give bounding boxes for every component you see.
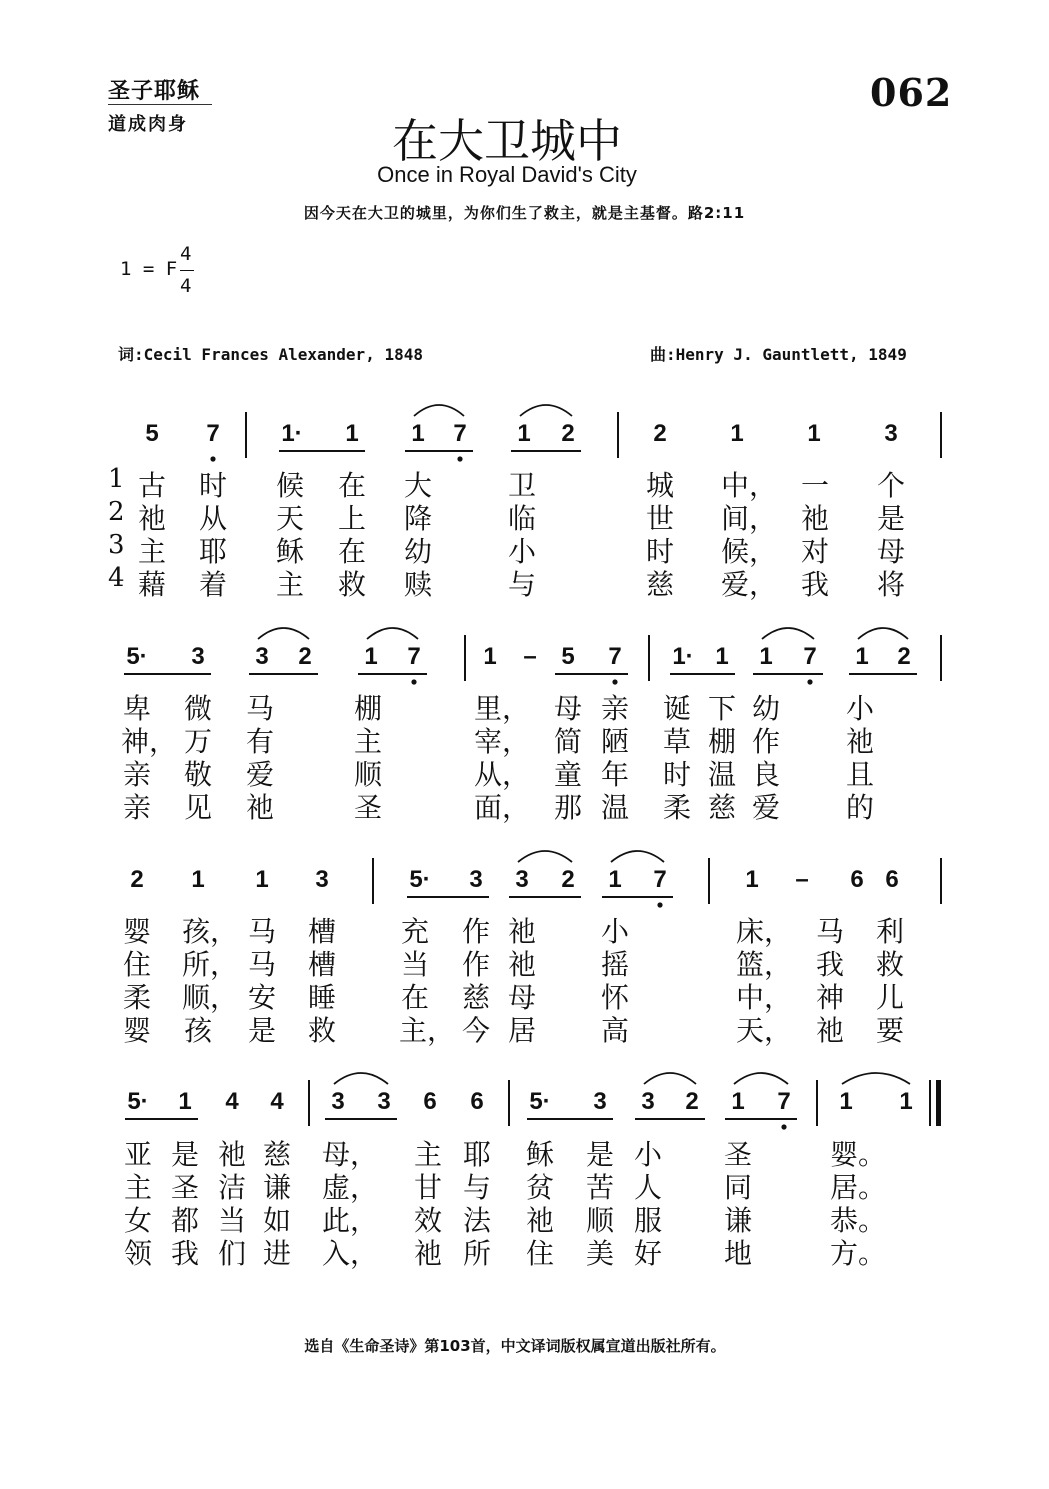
lyric-syllable: 从 — [198, 502, 228, 535]
lyric-syllable: 小 — [507, 535, 537, 568]
lyric-syllable: 摇 — [600, 948, 630, 981]
lyric-syllable: 槽 — [307, 915, 337, 948]
lyric-syllable: 孩， — [182, 915, 239, 948]
lyric-syllable: 祂 — [800, 502, 830, 535]
lyric-syllable: 主 — [353, 725, 383, 758]
lyric-syllable: 婴 — [122, 915, 152, 948]
lyric-syllable: 爱 — [245, 758, 275, 791]
lyric-syllable: 在 — [337, 469, 367, 502]
lyric-syllable: 作 — [461, 915, 491, 948]
lyric-syllable: 那 — [553, 791, 583, 824]
slur — [842, 1073, 910, 1084]
lyric-syllable: 候 — [275, 469, 305, 502]
lyric-syllable: 要 — [875, 1014, 905, 1047]
lyric-syllable: 候， — [721, 535, 778, 568]
lyric-syllable: 温 — [707, 758, 737, 791]
note: 4 — [270, 1088, 284, 1115]
lyric-syllable: 时 — [198, 469, 228, 502]
composer-credit: 曲:Henry J. Gauntlett, 1849 — [650, 345, 907, 364]
note: 6 — [850, 866, 864, 893]
note: 1 — [483, 643, 497, 670]
english-title: Once in Royal David's City — [377, 162, 637, 187]
lyric-syllable: 小 — [633, 1138, 663, 1171]
lyric-syllable: 耶 — [462, 1138, 492, 1171]
lyricist-credit: 词:Cecil Frances Alexander, 1848 — [118, 345, 423, 364]
lyric-syllable: 祂 — [845, 725, 875, 758]
lyric-syllable: 祂 — [507, 948, 537, 981]
lyric-syllable: 临 — [507, 502, 537, 535]
lyric-syllable: 床， — [736, 915, 793, 948]
lyric-syllable: 此， — [322, 1204, 379, 1237]
note: 2 — [685, 1088, 699, 1115]
lyric-syllable: 圣 — [353, 791, 383, 824]
note: 7 — [608, 643, 622, 670]
page-title: 在大卫城中 — [392, 114, 622, 168]
note: 7 — [653, 866, 667, 893]
lyric-syllable: 居 — [507, 1014, 537, 1047]
lyric-syllable: 万 — [183, 725, 213, 758]
note: 3 — [593, 1088, 607, 1115]
lyric-syllable: 大 — [403, 469, 433, 502]
lyric-syllable: 柔 — [122, 981, 152, 1014]
lyric-syllable: 亲 — [122, 791, 152, 824]
lyric-syllable: 小 — [600, 915, 630, 948]
lyric-syllable: 住 — [122, 948, 152, 981]
lyric-syllable: 婴。 — [830, 1138, 887, 1171]
lyric-syllable: 居。 — [830, 1171, 887, 1204]
note: 3 — [884, 420, 898, 447]
note: 1· — [672, 643, 694, 670]
lyric-syllable: 顺 — [353, 758, 383, 791]
lyric-syllable: 是 — [170, 1138, 200, 1171]
lyric-syllable: 住 — [525, 1237, 555, 1270]
lyric-syllable: 主 — [137, 535, 167, 568]
lyric-syllable: 虚， — [322, 1171, 379, 1204]
note: 1 — [759, 643, 773, 670]
note: 2 — [897, 643, 911, 670]
lyric-syllable: 主 — [275, 568, 305, 601]
note: 1 — [364, 643, 378, 670]
lyric-syllable: 的 — [845, 791, 875, 824]
lyric-syllable: 良 — [751, 758, 781, 791]
note: 1 — [191, 866, 205, 893]
lyric-syllable: 进 — [262, 1237, 292, 1270]
lyric-syllable: 所， — [182, 948, 239, 981]
note: 6 — [885, 866, 899, 893]
note: 7 — [407, 643, 421, 670]
lyric-syllable: 城 — [645, 469, 675, 502]
lyric-syllable: 洁 — [217, 1171, 247, 1204]
note: 6 — [470, 1088, 484, 1115]
lyric-syllable: 母 — [553, 692, 583, 725]
lyric-syllable: 幼 — [403, 535, 433, 568]
lyric-syllable: 领 — [123, 1237, 153, 1270]
lyric-syllable: 们 — [217, 1237, 247, 1270]
lyric-syllable: 天 — [275, 502, 305, 535]
note: 7 — [206, 420, 220, 447]
lyric-syllable: 时 — [645, 535, 675, 568]
lyric-syllable: 服 — [633, 1204, 663, 1237]
lyric-syllable: 宰， — [474, 725, 531, 758]
lyric-syllable: 甘 — [413, 1171, 443, 1204]
lyric-syllable: 简 — [553, 725, 583, 758]
lyric-syllable: 睡 — [307, 981, 337, 1014]
note: 5· — [127, 1088, 149, 1115]
lyric-syllable: 童 — [553, 758, 583, 791]
note: 1 — [608, 866, 622, 893]
lyric-syllable: 神 — [815, 981, 845, 1014]
lyric-syllable: 敬 — [183, 758, 213, 791]
lyric-syllable: 救 — [875, 948, 905, 981]
lyric-syllable: 有 — [245, 725, 275, 758]
lyric-syllable: 对 — [800, 535, 830, 568]
lyric-syllable: 古 — [137, 469, 167, 502]
lyric-syllable: 柔 — [662, 791, 692, 824]
lyric-syllable: 时 — [662, 758, 692, 791]
lyric-syllable: 稣 — [275, 535, 305, 568]
lyric-syllable: 所 — [462, 1237, 492, 1270]
lyric-syllable: 微 — [183, 692, 213, 725]
lyric-syllable: 着 — [198, 568, 228, 601]
verse-number: 1 — [108, 464, 125, 494]
lyric-syllable: 高 — [600, 1014, 630, 1047]
slur — [734, 1073, 788, 1084]
lyric-syllable: 母 — [507, 981, 537, 1014]
lyric-syllable: 恭。 — [830, 1204, 887, 1237]
time-signature-top: 4 — [180, 243, 192, 265]
lyric-syllable: 我 — [170, 1237, 200, 1270]
note: 3 — [255, 643, 269, 670]
lyric-syllable: 怀 — [600, 981, 630, 1014]
lyric-syllable: 美 — [585, 1237, 615, 1270]
lyric-syllable: 卫 — [507, 469, 537, 502]
lyric-syllable: 稣 — [525, 1138, 555, 1171]
note: 1 — [839, 1088, 853, 1115]
note: 3 — [515, 866, 529, 893]
lyric-syllable: 面， — [474, 791, 531, 824]
octave-dot — [781, 1124, 786, 1129]
lyric-syllable: 草 — [662, 725, 692, 758]
lyric-syllable: 苦 — [585, 1171, 615, 1204]
lyric-syllable: 与 — [462, 1171, 492, 1204]
lyric-syllable: 主 — [413, 1138, 443, 1171]
lyric-syllable: 祂 — [413, 1237, 443, 1270]
slur — [644, 1073, 696, 1084]
lyric-syllable: 间， — [721, 502, 778, 535]
lyric-syllable: 贫 — [525, 1171, 555, 1204]
note: 5· — [409, 866, 431, 893]
lyric-syllable: 当 — [217, 1204, 247, 1237]
note: 4 — [225, 1088, 239, 1115]
note: 7 — [777, 1088, 791, 1115]
note: 5 — [145, 420, 159, 447]
lyric-syllable: 儿 — [875, 981, 905, 1014]
note: 7 — [453, 420, 467, 447]
note: 2 — [561, 866, 575, 893]
lyric-syllable: 中， — [736, 981, 793, 1014]
lyric-syllable: 圣 — [723, 1138, 753, 1171]
note: 3 — [641, 1088, 655, 1115]
lyric-syllable: 在 — [400, 981, 430, 1014]
lyric-syllable: 如 — [262, 1204, 292, 1237]
lyric-syllable: 孩 — [183, 1014, 213, 1047]
note: 3 — [469, 866, 483, 893]
lyric-syllable: 慈 — [262, 1138, 292, 1171]
lyric-syllable: 在 — [337, 535, 367, 568]
note: 1 — [730, 420, 744, 447]
note: 2 — [653, 420, 667, 447]
scripture-verse: 因今天在大卫的城里，为你们生了救主，就是主基督。路2:11 — [303, 204, 746, 222]
lyric-syllable: 爱 — [751, 791, 781, 824]
lyric-syllable: 中， — [721, 469, 778, 502]
lyric-syllable: 入， — [322, 1237, 379, 1270]
lyric-syllable: 见 — [183, 791, 213, 824]
note: 1 — [855, 643, 869, 670]
lyric-syllable: 耶 — [198, 535, 228, 568]
lyric-syllable: 我 — [815, 948, 845, 981]
note: 3 — [315, 866, 329, 893]
note: 2 — [561, 420, 575, 447]
lyric-syllable: 从， — [474, 758, 531, 791]
note: 3 — [377, 1088, 391, 1115]
lyric-syllable: 顺， — [182, 981, 239, 1014]
lyric-syllable: 个 — [876, 469, 906, 502]
lyric-syllable: 将 — [876, 568, 906, 601]
note: 1 — [745, 866, 759, 893]
note: 7 — [803, 643, 817, 670]
note: 1 — [178, 1088, 192, 1115]
category-main: 圣子耶稣 — [108, 78, 201, 104]
category-sub: 道成肉身 — [108, 114, 188, 135]
lyric-syllable: 且 — [845, 758, 875, 791]
dash-note: – — [523, 643, 537, 670]
slur — [334, 1073, 388, 1084]
lyric-syllable: 谦 — [262, 1171, 292, 1204]
lyric-syllable: 棚 — [707, 725, 737, 758]
lyric-syllable: 婴 — [122, 1014, 152, 1047]
lyric-syllable: 亚 — [123, 1138, 153, 1171]
note: 2 — [298, 643, 312, 670]
lyric-syllable: 与 — [507, 568, 537, 601]
lyric-syllable: 马 — [247, 915, 277, 948]
lyric-syllable: 马 — [245, 692, 275, 725]
lyric-syllable: 神， — [121, 725, 178, 758]
lyric-syllable: 里， — [474, 692, 531, 725]
lyric-syllable: 今 — [461, 1014, 491, 1047]
note: 1· — [281, 420, 303, 447]
lyric-syllable: 祂 — [507, 915, 537, 948]
lyric-syllable: 我 — [800, 568, 830, 601]
lyric-syllable: 救 — [337, 568, 367, 601]
lyric-syllable: 马 — [247, 948, 277, 981]
note: 6 — [423, 1088, 437, 1115]
verse-number: 3 — [108, 530, 125, 560]
lyric-syllable: 幼 — [751, 692, 781, 725]
lyric-syllable: 棚 — [353, 692, 383, 725]
lyric-syllable: 下 — [707, 692, 737, 725]
key-signature: 1 = F — [120, 258, 178, 280]
lyric-syllable: 充 — [400, 915, 430, 948]
lyric-syllable: 慈 — [707, 791, 737, 824]
verse-number: 4 — [108, 563, 125, 593]
lyric-syllable: 慈 — [461, 981, 491, 1014]
note: 3 — [331, 1088, 345, 1115]
note: 1 — [255, 866, 269, 893]
lyric-syllable: 祂 — [137, 502, 167, 535]
lyric-syllable: 卑 — [122, 692, 152, 725]
lyric-syllable: 主， — [399, 1014, 456, 1047]
lyric-syllable: 谦 — [723, 1204, 753, 1237]
verse-number: 2 — [108, 497, 125, 527]
lyric-syllable: 祂 — [217, 1138, 247, 1171]
note: 1 — [731, 1088, 745, 1115]
lyric-syllable: 是 — [876, 502, 906, 535]
lyric-syllable: 女 — [123, 1204, 153, 1237]
lyric-syllable: 慈 — [645, 568, 675, 601]
time-signature-bottom: 4 — [180, 275, 192, 297]
lyric-syllable: 圣 — [170, 1171, 200, 1204]
lyric-syllable: 是 — [247, 1014, 277, 1047]
lyric-syllable: 爱， — [721, 568, 778, 601]
lyric-syllable: 母 — [876, 535, 906, 568]
lyric-syllable: 陋 — [600, 725, 630, 758]
note: 1 — [345, 420, 359, 447]
note: 2 — [130, 866, 144, 893]
note: 1 — [411, 420, 425, 447]
lyric-syllable: 亲 — [122, 758, 152, 791]
lyric-syllable: 世 — [645, 502, 675, 535]
lyric-syllable: 诞 — [662, 692, 692, 725]
lyric-syllable: 祂 — [245, 791, 275, 824]
lyric-syllable: 温 — [600, 791, 630, 824]
dash-note: – — [795, 866, 809, 893]
lyric-syllable: 同 — [723, 1171, 753, 1204]
hymn-number: 062 — [870, 70, 953, 115]
lyric-syllable: 上 — [337, 502, 367, 535]
lyric-syllable: 是 — [585, 1138, 615, 1171]
lyric-syllable: 篮， — [736, 948, 793, 981]
note: 3 — [191, 643, 205, 670]
lyric-syllable: 主 — [123, 1171, 153, 1204]
note: 5· — [126, 643, 148, 670]
lyric-syllable: 效 — [413, 1204, 443, 1237]
lyric-syllable: 亲 — [600, 692, 630, 725]
lyric-syllable: 地 — [723, 1237, 753, 1270]
lyric-syllable: 年 — [600, 758, 630, 791]
note: 5 — [561, 643, 575, 670]
lyric-syllable: 一 — [800, 469, 830, 502]
lyric-syllable: 作 — [751, 725, 781, 758]
lyric-syllable: 小 — [845, 692, 875, 725]
lyric-syllable: 母， — [322, 1138, 379, 1171]
lyric-syllable: 好 — [633, 1237, 663, 1270]
lyric-syllable: 方。 — [830, 1237, 887, 1270]
lyric-syllable: 降 — [403, 502, 433, 535]
lyric-syllable: 法 — [462, 1204, 492, 1237]
lyric-syllable: 安 — [247, 981, 277, 1014]
note: 1 — [899, 1088, 913, 1115]
lyric-syllable: 都 — [170, 1204, 200, 1237]
lyric-syllable: 顺 — [585, 1204, 615, 1237]
note: 5· — [529, 1088, 551, 1115]
lyric-syllable: 祂 — [525, 1204, 555, 1237]
lyric-syllable: 槽 — [307, 948, 337, 981]
note: 1 — [517, 420, 531, 447]
lyric-syllable: 利 — [875, 915, 905, 948]
lyric-syllable: 祂 — [815, 1014, 845, 1047]
lyric-syllable: 赎 — [403, 568, 433, 601]
note: 1 — [715, 643, 729, 670]
lyric-syllable: 天， — [736, 1014, 793, 1047]
copyright-footer: 选自《生命圣诗》第103首，中文译词版权属宣道出版社所有。 — [304, 1337, 726, 1355]
lyric-syllable: 作 — [461, 948, 491, 981]
lyric-syllable: 人 — [633, 1171, 663, 1204]
lyric-syllable: 当 — [400, 948, 430, 981]
lyric-syllable: 藉 — [137, 568, 167, 601]
lyric-syllable: 马 — [815, 915, 845, 948]
lyric-syllable: 救 — [307, 1014, 337, 1047]
note: 1 — [807, 420, 821, 447]
